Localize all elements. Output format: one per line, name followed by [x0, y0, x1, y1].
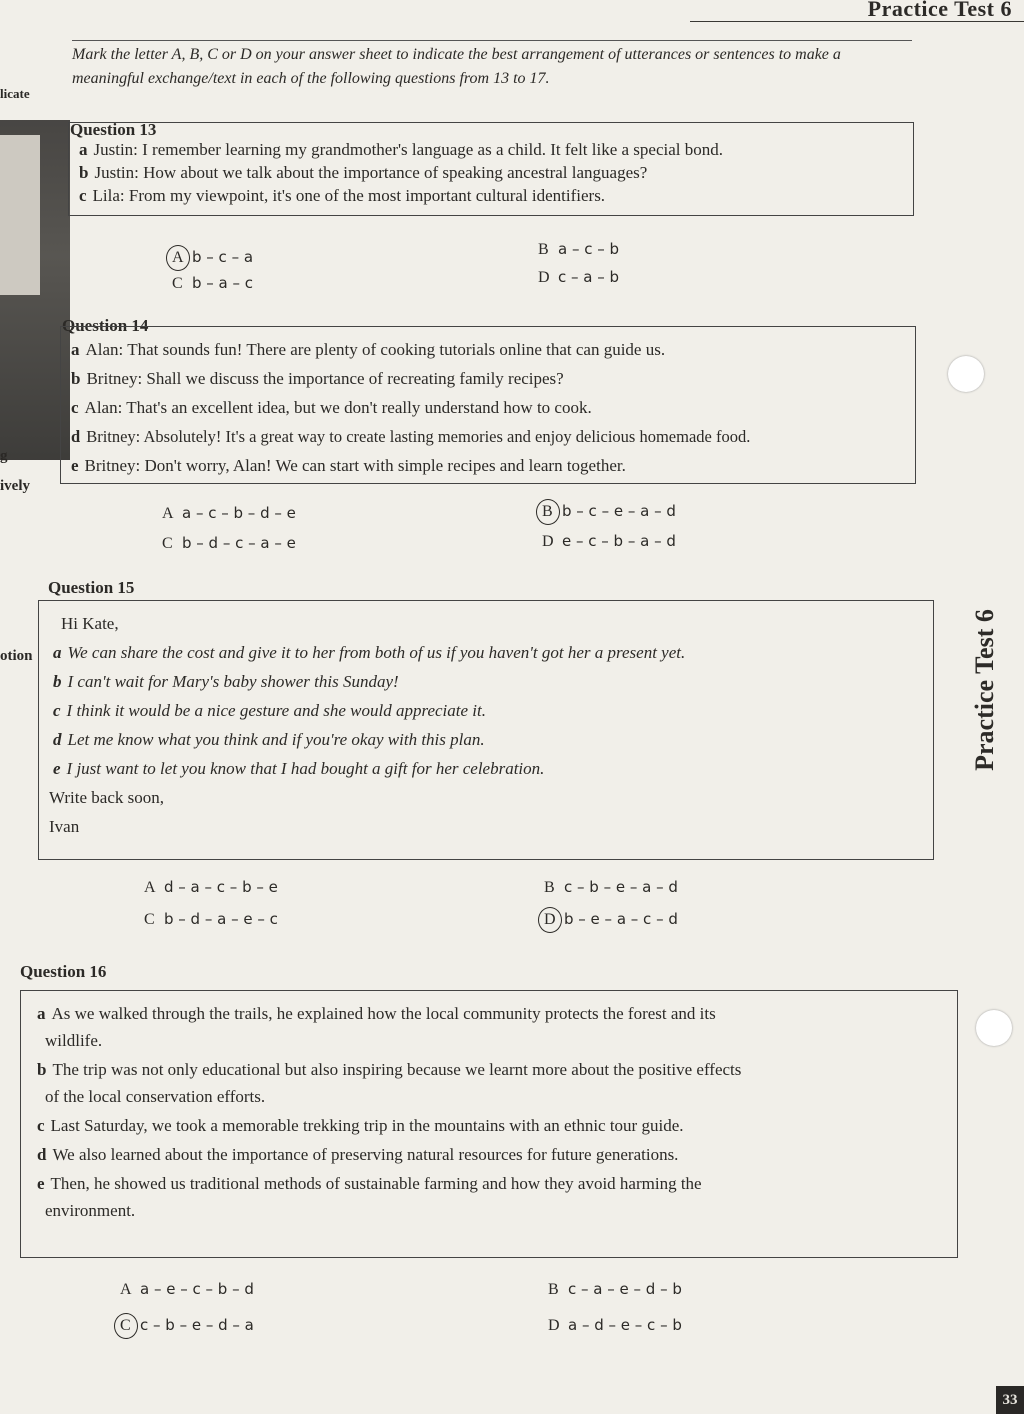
q16-line-e-cont: environment.: [45, 1201, 136, 1220]
question-14-box: [60, 326, 916, 484]
q16-option-b[interactable]: B c – a – e – d – b: [548, 1280, 682, 1298]
q15-greeting: Hi Kate,: [61, 614, 119, 633]
q16-line-e: e Then, he showed us traditional methods of sustainable farming and how they avoid harming the: [37, 1174, 702, 1193]
q16-option-d[interactable]: D a – d – e – c – b: [548, 1316, 682, 1334]
binder-hole-icon: [948, 356, 984, 392]
q14-line-b: b Britney: Shall we discuss the importance of recreating family recipes?: [71, 369, 564, 388]
q14-line-c: c Alan: That's an excellent idea, but we don't really understand how to cook.: [71, 398, 592, 417]
q16-line-d: d We also learned about the importance of preserving natural resources for future generations.: [37, 1145, 679, 1164]
q13-line-b: b Justin: How about we talk about the importance of speaking ancestral languages?: [79, 163, 648, 182]
instructions: Mark the letter A, B, C or D on your answer sheet to indicate the best arrangement of utterances or sentences to make a meaningful exchange/text in each of the following questions from 13 to 17.: [72, 40, 912, 91]
margin-fragment: g: [0, 448, 8, 464]
q13-option-b[interactable]: B a – c – b: [538, 240, 620, 258]
q15-line-b: b I can't wait for Mary's baby shower this Sunday!: [53, 672, 399, 691]
q16-line-c: c Last Saturday, we took a memorable trekking trip in the mountains with an ethnic tour guide.: [37, 1116, 684, 1135]
q16-option-a[interactable]: A a – e – c – b – d: [120, 1280, 254, 1298]
q13-option-a[interactable]: A b – c – a: [172, 248, 254, 266]
q15-option-b[interactable]: B c – b – e – a – d: [544, 878, 678, 896]
question-16-title: Question 16: [20, 962, 107, 981]
q15-signature: Ivan: [49, 817, 80, 836]
q14-line-a: a Alan: That sounds fun! There are plenty of cooking tutorials online that can guide us.: [71, 340, 666, 359]
margin-fragment: licate: [0, 86, 30, 101]
q16-line-a-cont: wildlife.: [45, 1031, 103, 1050]
q15-option-c[interactable]: C b – d – a – e – c: [144, 910, 278, 928]
q13-line-a: a Justin: I remember learning my grandmother's language as a child. It felt like a special bond.: [79, 140, 724, 159]
q15-line-d: d Let me know what you think and if you're okay with this plan.: [53, 730, 485, 749]
page-number: 33: [996, 1386, 1024, 1414]
q16-line-b: b The trip was not only educational but also inspiring because we learnt more about the positive effects: [37, 1060, 742, 1079]
q16-line-a: a As we walked through the trails, he explained how the local community protects the forest and its: [37, 1004, 716, 1023]
question-13-box: [68, 122, 914, 216]
q13-option-d[interactable]: D c – a – b: [538, 268, 620, 286]
question-16-box: [20, 990, 958, 1258]
q16-option-c[interactable]: C c – b – e – d – a: [120, 1316, 254, 1334]
left-photo-highlight: [0, 135, 40, 295]
q15-line-e: e I just want to let you know that I had bought a gift for her celebration.: [53, 759, 545, 778]
q14-option-a[interactable]: A a – c – b – d – e: [162, 504, 296, 522]
question-13-title: Question 13: [70, 120, 157, 139]
q14-option-c[interactable]: C b – d – c – a – e: [162, 534, 296, 552]
q14-line-e: e Britney: Don't worry, Alan! We can start with simple recipes and learn together.: [71, 456, 626, 475]
q14-option-b[interactable]: B b – c – e – a – d: [542, 502, 676, 520]
binder-hole-icon: [976, 1010, 1012, 1046]
q15-line-c: c I think it would be a nice gesture and she would appreciate it.: [53, 701, 486, 720]
question-15-box: [38, 600, 934, 860]
q15-line-a: a We can share the cost and give it to her from both of us if you haven't got her a present yet.: [53, 643, 686, 662]
side-tab-label: Practice Test 6: [970, 609, 999, 771]
q16-line-b-cont: of the local conservation efforts.: [45, 1087, 266, 1106]
q14-option-d[interactable]: D e – c – b – a – d: [542, 532, 676, 550]
q15-closing: Write back soon,: [49, 788, 164, 807]
side-tab: [955, 580, 1015, 800]
margin-fragment: ively: [0, 478, 30, 494]
question-15-title: Question 15: [48, 578, 135, 597]
page-title: Practice Test 6: [867, 0, 1012, 21]
margin-fragment: otion: [0, 648, 33, 664]
page-header: [690, 0, 1024, 22]
q14-line-d: d Britney: Absolutely! It's a great way to create lasting memories and enjoy delicious homemade food.: [71, 427, 751, 446]
q13-line-c: c Lila: From my viewpoint, it's one of the most important cultural identifiers.: [79, 186, 606, 205]
q13-option-c[interactable]: C b – a – c: [172, 274, 254, 292]
question-14-title: Question 14: [62, 316, 149, 335]
q15-option-a[interactable]: A d – a – c – b – e: [144, 878, 278, 896]
q15-option-d[interactable]: D b – e – a – c – d: [544, 910, 678, 928]
